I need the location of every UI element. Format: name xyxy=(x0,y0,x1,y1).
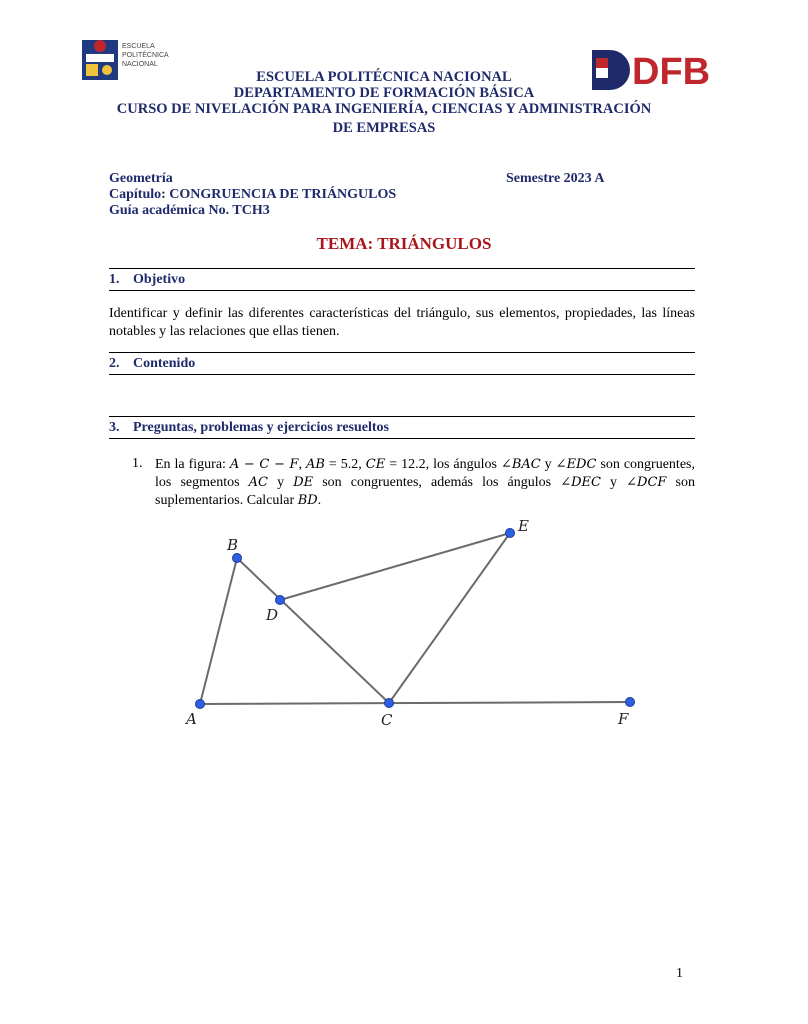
point-E xyxy=(506,529,515,538)
point-label-D: D xyxy=(266,606,279,624)
math: DE xyxy=(293,475,314,490)
text: y xyxy=(600,475,627,490)
text: En la figura: xyxy=(155,457,230,472)
text: , xyxy=(298,457,306,472)
point-C xyxy=(385,699,394,708)
section-rule xyxy=(109,374,695,375)
course-name: CURSO DE NIVELACIÓN PARA INGENIERÍA, CIENCIAS Y ADMINISTRACIÓN xyxy=(116,101,652,117)
text: = 5.2, xyxy=(324,457,366,472)
logo-text-line: ESCUELA xyxy=(122,43,155,50)
subject: Geometría xyxy=(109,171,173,186)
point-A xyxy=(196,700,205,709)
math: A − C − F xyxy=(229,457,299,472)
page-number: 1 xyxy=(676,966,683,981)
section-number: 3. xyxy=(109,420,120,435)
point-label-E: E xyxy=(518,517,529,535)
segment-AF xyxy=(200,702,630,704)
section-heading-problems xyxy=(109,420,389,436)
section-title: Objetivo xyxy=(133,272,186,287)
section-rule xyxy=(109,438,695,439)
segment-AB xyxy=(200,558,237,704)
text: y xyxy=(540,457,556,472)
point-D xyxy=(276,596,285,605)
point-label-A: A xyxy=(186,710,197,728)
section-number: 1. xyxy=(109,272,120,287)
section-rule xyxy=(109,290,695,291)
section-heading-objective xyxy=(109,272,185,288)
math: BD xyxy=(297,493,318,508)
geometry-figure xyxy=(160,517,660,740)
school-name: ESCUELA POLITÉCNICA NACIONAL xyxy=(256,69,512,85)
section-rule xyxy=(109,352,695,353)
objective-text: Identificar y definir las diferentes características del triángulo, sus elementos, propiedades, las líneas notables y las relaciones que ellas tienen. xyxy=(109,306,695,339)
course-name-cont: DE EMPRESAS xyxy=(332,120,436,136)
text: son congruentes, los segmentos xyxy=(155,457,695,490)
logo-text-line: POLITÉCNICA xyxy=(122,52,169,59)
section-number: 2. xyxy=(109,356,120,371)
math: ∠BAC xyxy=(500,457,541,472)
figure-points xyxy=(196,529,635,709)
chapter: Capítulo: CONGRUENCIA DE TRIÁNGULOS xyxy=(109,187,397,202)
problem-number: 1. xyxy=(132,456,143,471)
math: CE xyxy=(365,457,386,472)
math: AC xyxy=(248,475,268,490)
math: ∠DEC xyxy=(560,475,601,490)
department-name: DEPARTAMENTO DE FORMACIÓN BÁSICA xyxy=(233,85,535,101)
point-label-F: F xyxy=(618,710,629,728)
dfb-logo-text: DFB xyxy=(632,51,711,93)
figure-labels xyxy=(184,517,629,729)
point-F xyxy=(626,698,635,707)
logo-text-line: NACIONAL xyxy=(122,61,158,68)
section-title: Preguntas, problemas y ejercicios resueltos xyxy=(133,420,389,435)
section-rule xyxy=(109,416,695,417)
point-label-C: C xyxy=(381,711,393,729)
text: . xyxy=(317,493,322,508)
section-rule xyxy=(109,268,695,269)
segment-DE xyxy=(280,533,510,600)
figure-segments xyxy=(200,533,630,704)
segment-BC xyxy=(237,558,389,703)
segment-CE xyxy=(389,533,510,703)
math: ∠EDC xyxy=(555,457,597,472)
text: y xyxy=(268,475,294,490)
guide-number: Guía académica No. TCH3 xyxy=(109,203,270,218)
text: son suplementarios. Calcular xyxy=(155,475,696,508)
math: AB xyxy=(306,457,325,472)
problem-statement xyxy=(155,456,695,510)
text: = 12.2, los ángulos xyxy=(385,457,501,472)
page-title: TEMA: TRIÁNGULOS xyxy=(316,234,492,253)
point-B xyxy=(233,554,242,563)
math: ∠DCF xyxy=(626,475,667,490)
text: son congruentes, además los ángulos xyxy=(313,475,561,490)
point-label-B: B xyxy=(227,536,239,554)
section-title: Contenido xyxy=(133,356,196,371)
section-heading-content xyxy=(109,356,195,372)
semester: Semestre 2023 A xyxy=(506,171,605,186)
